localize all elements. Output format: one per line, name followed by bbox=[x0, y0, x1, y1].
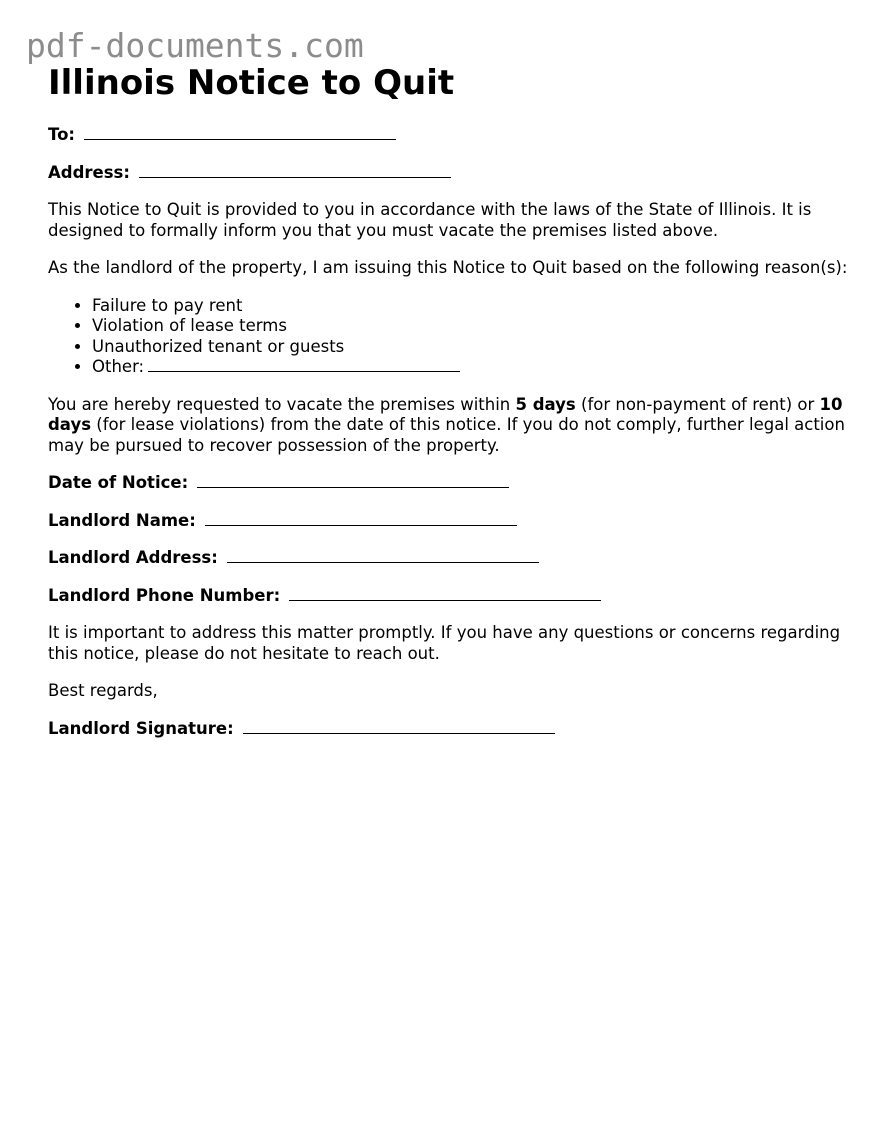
reasons-intro-paragraph: As the landlord of the property, I am issuing this Notice to Quit based on the following reason(s): bbox=[48, 258, 848, 277]
landlord-phone-label: Landlord Phone Number: bbox=[48, 585, 281, 605]
date-blank-line[interactable] bbox=[197, 473, 509, 488]
landlord-name-field bbox=[48, 511, 848, 532]
signature-field bbox=[48, 719, 848, 740]
signature-label: Landlord Signature: bbox=[48, 718, 234, 738]
date-field bbox=[48, 473, 848, 494]
to-field bbox=[48, 125, 848, 146]
list-item: • Unauthorized tenant or guests bbox=[92, 337, 848, 358]
document-body bbox=[48, 125, 848, 739]
landlord-name-blank-line[interactable] bbox=[205, 511, 517, 526]
closing-paragraph: It is important to address this matter promptly. If you have any questions or concerns regarding this notice, please do not hesitate to reach out. bbox=[48, 623, 841, 663]
document-title: Illinois Notice to Quit bbox=[48, 63, 455, 103]
watermark: pdf-documents.com bbox=[26, 26, 364, 65]
other-label: Other: bbox=[92, 357, 145, 376]
list-item: • Failure to pay rent bbox=[92, 296, 848, 317]
reasons-list bbox=[48, 296, 848, 378]
sign-off: Best regards, bbox=[48, 681, 158, 700]
vacate-paragraph bbox=[48, 395, 848, 457]
landlord-address-label: Landlord Address: bbox=[48, 548, 218, 567]
landlord-phone-blank-line[interactable] bbox=[289, 586, 601, 601]
landlord-name-label: Landlord Name: bbox=[48, 510, 196, 530]
address-field bbox=[48, 163, 848, 184]
date-label: Date of Notice: bbox=[48, 473, 189, 492]
vacate-text-3: (for lease violations) from the date of this notice. If you do not comply, further legal action may be pursued to recover possession of the property. bbox=[48, 415, 845, 455]
landlord-phone-field bbox=[48, 586, 848, 607]
other-blank-line[interactable] bbox=[148, 357, 460, 372]
list-item: • Violation of lease terms bbox=[92, 316, 848, 337]
vacate-days-2: 10 days bbox=[48, 394, 843, 434]
vacate-text-1: You are hereby requested to vacate the premises within bbox=[48, 394, 516, 414]
to-blank-line[interactable] bbox=[84, 125, 396, 140]
address-label: Address: bbox=[48, 162, 130, 182]
address-blank-line[interactable] bbox=[139, 163, 451, 178]
landlord-address-blank-line[interactable] bbox=[227, 548, 539, 563]
signature-blank-line[interactable] bbox=[243, 719, 555, 734]
list-item-other bbox=[92, 357, 848, 378]
document-page bbox=[48, 60, 848, 756]
to-label: To: bbox=[48, 125, 75, 144]
intro-paragraph: This Notice to Quit is provided to you in accordance with the laws of the State of Illinois. It is designed to formally inform you that you must vacate the premises listed above. bbox=[48, 200, 812, 240]
vacate-text-2: (for non-payment of rent) or bbox=[575, 394, 820, 414]
landlord-address-field bbox=[48, 548, 848, 569]
vacate-days-1: 5 days bbox=[515, 394, 576, 414]
